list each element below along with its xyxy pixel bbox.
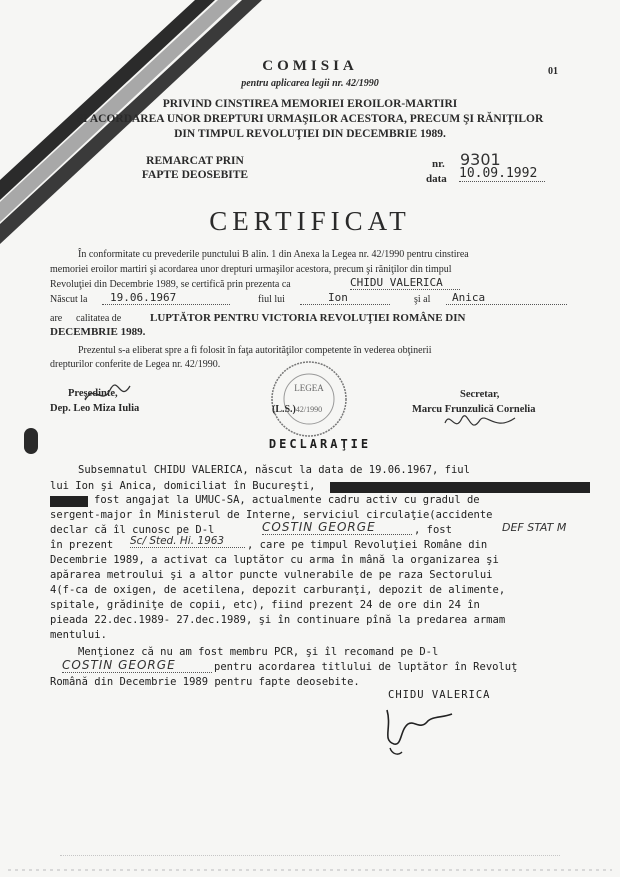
commission-subtitle: pentru aplicarea legii nr. 42/1990 bbox=[241, 78, 379, 89]
declaration-line-8: apărarea metroului şi a altor puncte vulnerabile de pe raza Sectorului bbox=[50, 569, 493, 581]
father-name: Ion bbox=[300, 291, 390, 305]
secretary-signature bbox=[440, 408, 520, 438]
quality-mid: calitatea de bbox=[76, 313, 122, 324]
declaration-line-1: Subsemnatul CHIDU VALERICA, născut la data de 19.06.1967, fiul bbox=[78, 464, 470, 476]
president-label: Preşedinte, bbox=[68, 388, 118, 399]
mother-name: Anica bbox=[446, 291, 567, 305]
bottom-scan-artifact bbox=[60, 855, 560, 857]
declaration-line-3: fost angajat la UMUC-SA, actualmente cadru activ cu gradul de bbox=[94, 494, 480, 506]
cert-p2-line-1: Prezentul s-a eliberat spre a fi folosit în faţa autorităţilor competente în vederea obţinerii bbox=[78, 345, 432, 356]
nr-value: 9301 bbox=[460, 150, 501, 169]
declaration-line-5-mid: , fost bbox=[414, 524, 452, 536]
nr-label: nr. bbox=[432, 158, 445, 170]
header-title-line-2: ŞI ACORDAREA UNOR DREPTURI URMAŞILOR ACESTORA, PRECUM ŞI RĂNIŢILOR bbox=[76, 113, 544, 125]
quality-title: LUPTĂTOR PENTRU VICTORIA REVOLUŢIEI ROMÂNE DIN bbox=[150, 312, 466, 324]
declaration-line-6-end: , care pe timpul Revoluţiei Române din bbox=[247, 539, 488, 551]
cert-p2-line-2: drepturilor conferite de Legea nr. 42/1990. bbox=[50, 359, 221, 370]
secretary-label: Secretar, bbox=[460, 389, 500, 400]
seal-ls-text: (L.S.) bbox=[272, 404, 296, 415]
merit-block bbox=[105, 154, 285, 182]
declaration-line-2: lui Ion şi Anica, domiciliat în Bucureşti, bbox=[50, 480, 316, 492]
born-date: 19.06.1967 bbox=[102, 291, 230, 305]
president-name: Dep. Leo Miza Iulia bbox=[50, 403, 140, 414]
closing-line-1: Menţionez că nu am fost membru PCR, şi îl recomand pe D-l bbox=[78, 646, 439, 658]
seal-top-text: LEGEA bbox=[294, 383, 324, 393]
born-label: Născut la bbox=[50, 294, 88, 305]
declaration-signer: CHIDU VALERICA bbox=[388, 689, 491, 701]
friend-unit: Sc/ Sted. Hi. 1963 bbox=[130, 535, 245, 548]
cert-p1-line-2: memoriei eroilor martiri şi acordarea unor drepturi urmaşilor acestora, precum şi răniţilor din timpul bbox=[50, 264, 452, 275]
merit-line-1: REMARCAT PRIN bbox=[146, 155, 244, 167]
closing-line-2-end: pentru acordarea titlului de luptător în Revoluţ bbox=[214, 661, 518, 673]
cert-p1-line-3: Revoluţiei din Decembrie 1989, se certifică prin prezenta ca bbox=[50, 279, 291, 290]
date-value: 10.09.1992 bbox=[459, 166, 545, 182]
punch-hole-mark bbox=[24, 428, 38, 454]
quality-prefix: are bbox=[50, 313, 63, 324]
declaration-line-4: sergent-major în Ministerul de Interne, serviciul circulaţie(accidente bbox=[50, 509, 493, 521]
declaration-line-7: Decembrie 1989, a activat ca luptător cu arma în mână la organizarea şi bbox=[50, 554, 499, 566]
declaration-line-6: în prezent bbox=[50, 539, 114, 551]
redaction-bar-2 bbox=[50, 496, 88, 507]
declaration-line-5: declar că îl cunosc pe D-l bbox=[50, 524, 215, 536]
commission-title: COMISIA bbox=[262, 58, 358, 74]
header-title-line-1: PRIVIND CINSTIREA MEMORIEI EROILOR-MARTIRI bbox=[162, 98, 458, 110]
official-seal bbox=[268, 358, 350, 440]
closing-friend-name: COSTIN GEORGE bbox=[62, 658, 212, 673]
holder-name: CHIDU VALERICA bbox=[350, 276, 460, 290]
date-label: data bbox=[426, 173, 447, 185]
closing-line-3: Română din Decembrie 1989 pentru fapte deosebite. bbox=[50, 676, 360, 688]
declaration-line-12: mentului. bbox=[50, 629, 107, 641]
header-title-block bbox=[70, 97, 550, 142]
redaction-bar-1 bbox=[330, 482, 590, 493]
declaration-line-9: 4(f-ca de oxigen, de acetilena, depozit carburanţi, depozit de alimente, bbox=[50, 584, 506, 596]
friend-name: COSTIN GEORGE bbox=[262, 520, 412, 535]
declarant-signature bbox=[372, 700, 472, 760]
declaration-title: DECLARAŢIE bbox=[268, 437, 372, 451]
and-label: şi al bbox=[414, 294, 431, 305]
secretary-name: Marcu Frunzulică Cornelia bbox=[412, 404, 536, 415]
header-title-line-3: DIN TIMPUL REVOLUŢIEI DIN DECEMBRIE 1989. bbox=[174, 128, 446, 140]
quality-title-end: DECEMBRIE 1989. bbox=[50, 326, 146, 338]
declaration-line-11: pieada 22.dec.1989- 27.dec.1989, şi în continuare pînă la predarea armam bbox=[50, 614, 506, 626]
merit-line-2: FAPTE DEOSEBITE bbox=[141, 169, 249, 181]
son-of-label: fiul lui bbox=[258, 294, 285, 305]
declaration-line-10: spitale, grădiniţe de copii, etc), fiind prezent 24 de ore din 24 în bbox=[50, 599, 480, 611]
cert-p1-line-1: În conformitate cu prevederile punctului B alin. 1 din Anexa la Legea nr. 42/1990 pentru cinstirea bbox=[78, 249, 469, 260]
friend-role: DEF STAT M bbox=[502, 521, 567, 534]
certificate-title: CERTIFICAT bbox=[209, 206, 411, 236]
seal-mid-text: 42/1990 bbox=[295, 405, 323, 414]
page-mark: 01 bbox=[548, 66, 558, 77]
